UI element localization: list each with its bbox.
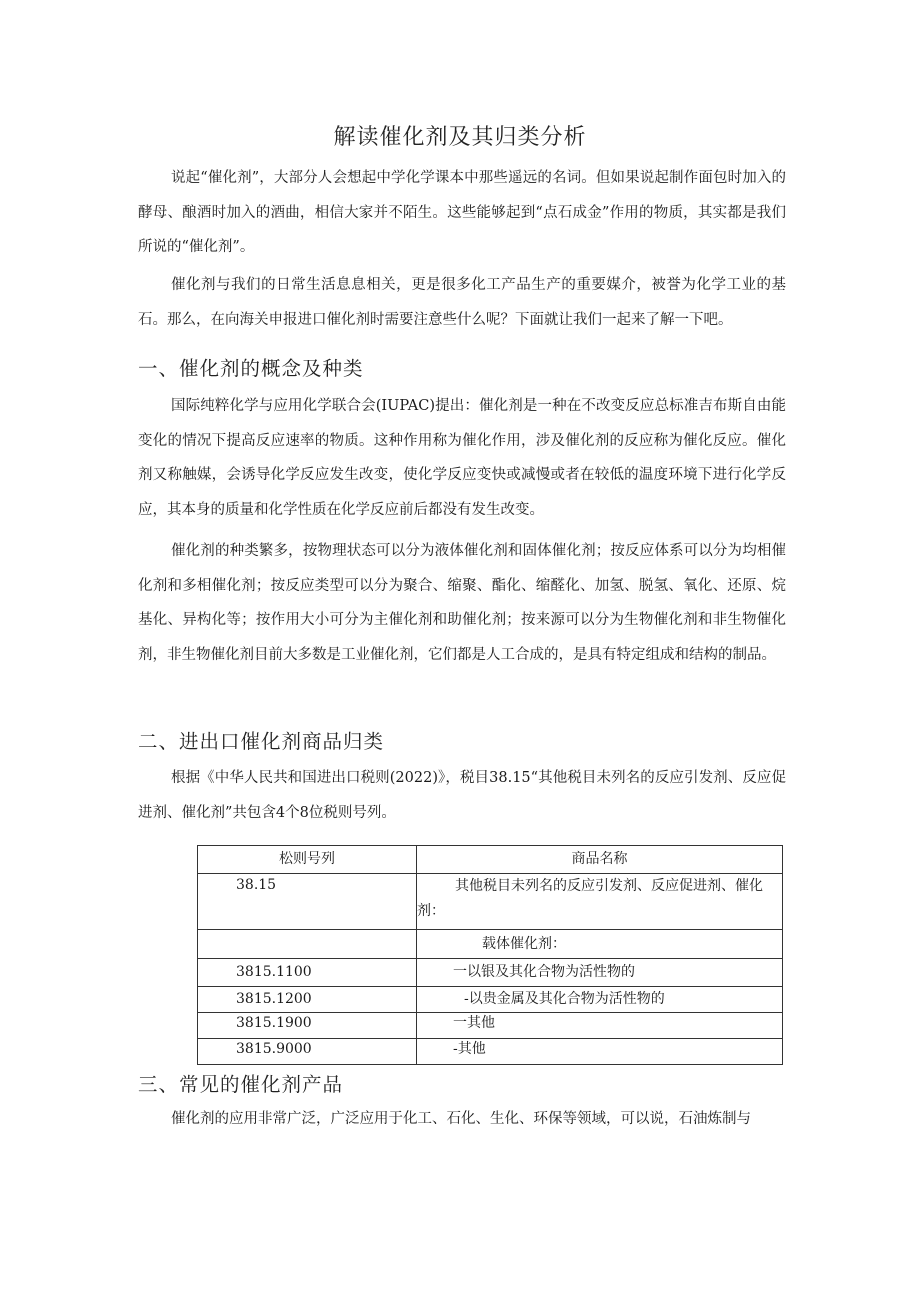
commodity-name: -其他: [417, 1039, 783, 1065]
table-header-code: 松则号列: [198, 846, 417, 874]
tariff-code: 3815.1900: [198, 1013, 417, 1039]
tariff-code: 3815.1200: [198, 987, 417, 1013]
tariff-code: 3815.1100: [198, 959, 417, 987]
table-row: [198, 1013, 783, 1039]
section-1-heading: 一、催化剂的概念及种类: [138, 357, 364, 380]
table-row: [198, 1039, 783, 1065]
commodity-name: 其他税目未列名的反应引发剂、反应促进剂、催化剂：: [417, 874, 783, 930]
intro-paragraph-2: 催化剂与我们的日常生活息息相关，更是很多化工产品生产的重要媒介，被誉为化学工业的基石。那么，在向海关申报进口催化剂时需要注意些什么呢？下面就让我们一起来了解一下吧。: [138, 277, 786, 328]
page-title: 解读催化剂及其归类分析: [333, 125, 587, 150]
commodity-name: -以贵金属及其化合物为活性物的: [417, 987, 783, 1013]
tariff-code: 3815.9000: [198, 1039, 417, 1065]
section-1-paragraph-2: 催化剂的种类繁多，按物理状态可以分为液体催化剂和固体催化剂；按反应体系可以分为均相催化剂和多相催化剂；按反应类型可以分为聚合、缩聚、酯化、缩醛化、加氢、脱氢、氧化、还原、烷基化、异构化等；按作用大小可分为主催化剂和助催化剂；按来源可以分为生物催化剂和非生物催化剂，非生物催化剂目前大多数是工业催化剂，它们都是人工合成的，是具有特定组成和结构的制品。: [138, 543, 786, 663]
commodity-name: 载体催化剂：: [417, 930, 783, 959]
table-row: [198, 959, 783, 987]
table-row: [198, 874, 783, 930]
tariff-table: [197, 845, 783, 1065]
section-2-paragraph-1: 根据《中华人民共和国进出口税则(2022)》，税目38.15“其他税目未列名的反应引发剂、反应促进剂、催化剂”共包含4个8位税则号列。: [138, 770, 786, 821]
table-header-name: 商品名称: [417, 846, 783, 874]
table-header-row: [198, 846, 783, 874]
table-row: [198, 930, 783, 959]
commodity-name: 一以银及其化合物为活性物的: [417, 959, 783, 987]
commodity-name: 一其他: [417, 1013, 783, 1039]
tariff-code: [198, 930, 417, 959]
section-2-heading: 二、进出口催化剂商品归类: [138, 730, 385, 753]
tariff-code: 38.15: [198, 874, 417, 930]
section-1-paragraph-1: 国际纯粹化学与应用化学联合会(IUPAC)提出：催化剂是一种在不改变反应总标准吉布斯自由能变化的情况下提高反应速率的物质。这种作用称为催化作用，涉及催化剂的反应称为催化反应。催化剂又称触媒，会诱导化学反应发生改变，使化学反应变快或减慢或者在较低的温度环境下进行化学反应，其本身的质量和化学性质在化学反应前后都没有发生改变。: [138, 398, 786, 518]
section-3-heading: 三、常见的催化剂产品: [138, 1073, 344, 1096]
intro-paragraph-1: 说起“催化剂”，大部分人会想起中学化学课本中那些遥远的名词。但如果说起制作面包时加入的酵母、酿酒时加入的酒曲，相信大家并不陌生。这些能够起到“点石成金”作用的物质，其实都是我们所说的“催化剂”。: [138, 170, 786, 255]
section-3-paragraph-1: 催化剂的应用非常广泛，广泛应用于化工、石化、生化、环保等领域，可以说，石油炼制与: [171, 1111, 751, 1127]
table-row: [198, 987, 783, 1013]
